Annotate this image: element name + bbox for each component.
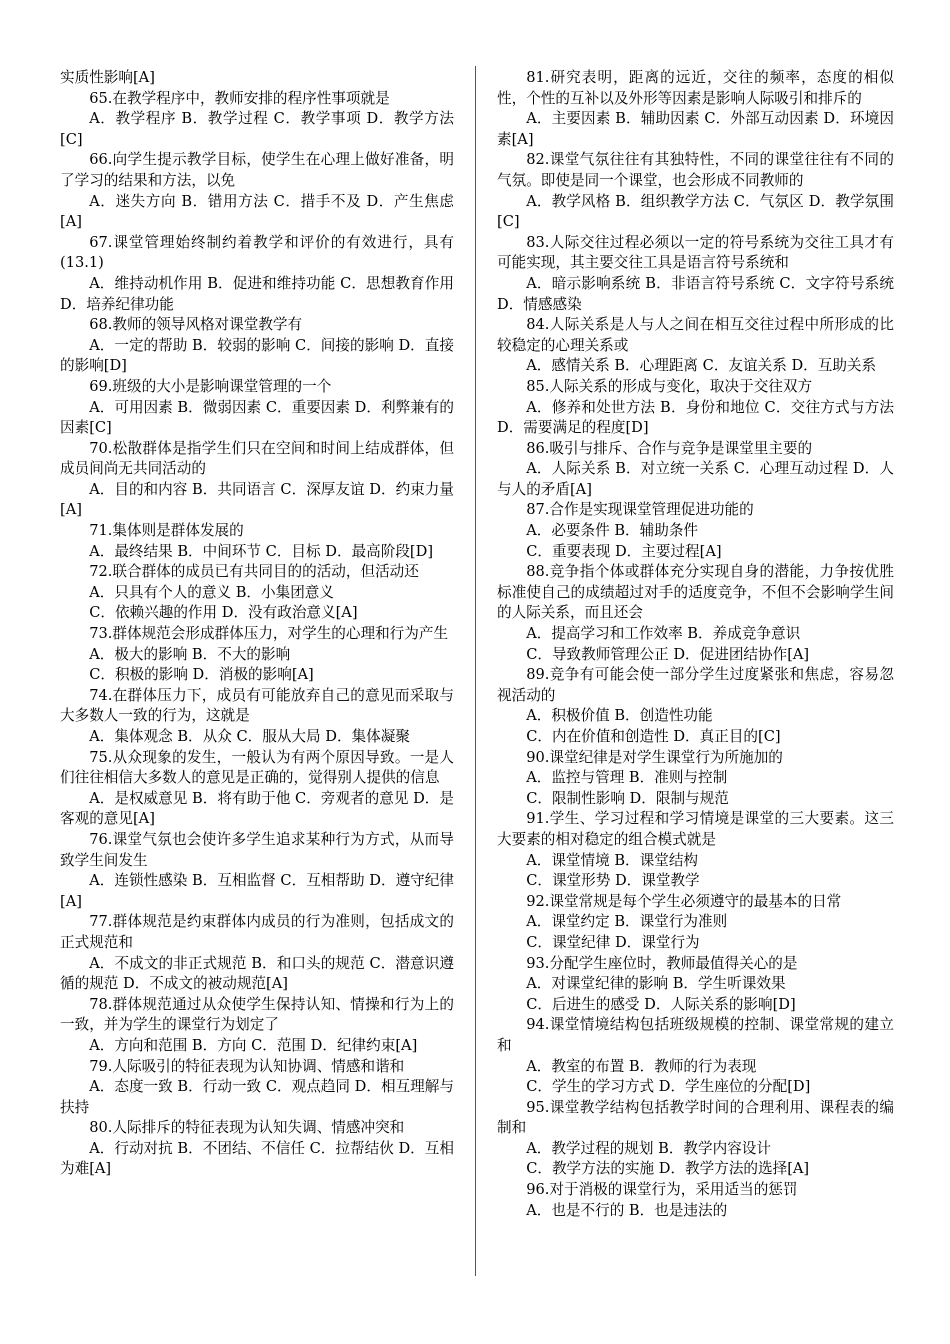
question-paragraph: A．方向和范围 B．方向 C．范围 D．纪律约束[A] (89, 1036, 418, 1054)
question-paragraph: A．维持动机作用 B．促进和维持功能 C．思想教育作用 D．培养纪律功能 (60, 274, 454, 313)
question-paragraph: 88.竞争指个体或群体充分实现自身的潜能，力争按优胜标准使自己的成绩超过对手的适度竞争，不但不会影响学生间的人际关系，而且还会 (497, 563, 894, 622)
question-paragraph: A．人际关系 B．对立统一关系 C．心理互动过程 D．人与人的矛盾[A] (497, 460, 894, 498)
question-paragraph: 实质性影响[A] (60, 69, 155, 86)
question-paragraph: A．连锁性感染 B．互相监督 C．互相帮助 D．遵守纪律[A] (60, 872, 454, 910)
question-paragraph: A．态度一致 B．行动一致 C．观点趋同 D．相互理解与扶持 (60, 1078, 454, 1116)
question-paragraph: C．课堂形势 D．课堂教学 (526, 872, 700, 890)
question-paragraph: A．集体观念 B．从众 C．服从大局 D．集体凝聚 (89, 728, 410, 745)
question-paragraph: C．学生的学习方式 D．学生座位的分配[D] (526, 1078, 811, 1096)
question-paragraph: A．积极价值 B．创造性功能 (526, 707, 713, 725)
question-paragraph: C．限制性影响 D．限制与规范 (526, 789, 729, 807)
left-column (60, 68, 454, 1180)
question-paragraph: A．一定的帮助 B．较弱的影响 C．间接的影响 D．直接的影响[D] (60, 336, 454, 375)
question-paragraph: A．暗示影响系统 B．非语言符号系统 C．文字符号系统 D．情感感染 (497, 274, 894, 313)
question-paragraph: A．行动对抗 B．不团结、不信任 C．拉帮结伙 D．互相为难[A] (60, 1139, 454, 1178)
column-divider (475, 66, 476, 1276)
question-paragraph: 71.集体则是群体发展的 (89, 522, 244, 540)
question-paragraph: C．导致教师管理公正 D．促进团结协作[A] (526, 645, 810, 663)
question-paragraph: 82.课堂气氛往往有其独特性，不同的课堂往往有不同的气氛。即使是同一个课堂，也会形成不同教师的 (497, 151, 894, 189)
question-paragraph: C．教学方法的实施 D．教学方法的选择[A] (526, 1160, 810, 1178)
question-paragraph: 92.课堂常规是每个学生必须遵守的最基本的日常 (526, 892, 842, 910)
question-paragraph: A．教学风格 B．组织教学方法 C．气氛区 D．教学氛围[C] (497, 192, 894, 231)
question-paragraph: 65.在教学程序中，教师安排的程序性事项就是 (89, 89, 390, 107)
question-paragraph: 81.研究表明，距离的远近，交往的频率，态度的相似性，个性的互补以及外形等因素是影响人际吸引和排斥的 (497, 69, 894, 107)
question-paragraph: A．是权威意见 B．将有助于他 C．旁观者的意见 D．是客观的意见[A] (60, 789, 454, 828)
question-paragraph: A．也是不行的 B．也是违法的 (526, 1201, 728, 1219)
question-paragraph: 68.教师的领导风格对课堂教学有 (89, 316, 303, 334)
question-paragraph: 67.课堂管理始终制约着教学和评价的有效进行，具有(13.1) (60, 233, 454, 272)
right-column (497, 68, 894, 1221)
question-paragraph: 96.对于消极的课堂行为，采用适当的惩罚 (526, 1181, 798, 1199)
question-paragraph: 73.群体规范会形成群体压力，对学生的心理和行为产生 (89, 625, 449, 643)
question-paragraph: A．不成文的非正式规范 B．和口头的规范 C．潜意识遵循的规范 D．不成文的被动规范[A] (60, 954, 454, 993)
question-paragraph: 69.班级的大小是影响课堂管理的一个 (89, 377, 332, 395)
question-paragraph: A．课堂约定 B．课堂行为准则 (526, 913, 728, 931)
question-paragraph: A．教室的布置 B．教师的行为表现 (526, 1057, 757, 1075)
question-paragraph: 86.吸引与排斥、合作与竞争是课堂里主要的 (526, 439, 813, 457)
question-paragraph: 87.合作是实现课堂管理促进功能的 (526, 501, 754, 519)
question-paragraph: C．依赖兴趣的作用 D．没有政治意义[A] (89, 604, 358, 622)
question-paragraph: 85.人际关系的形成与变化，取决于交往双方 (526, 377, 813, 395)
question-paragraph: A．主要因素 B．辅助因素 C．外部互动因素 D．环境因素[A] (497, 110, 894, 148)
question-paragraph: A．目的和内容 B．共同语言 C．深厚友谊 D．约束力量[A] (60, 480, 454, 519)
question-paragraph: A．必要条件 B．辅助条件 (526, 522, 699, 540)
question-paragraph: 90.课堂纪律是对学生课堂行为所施加的 (526, 748, 783, 766)
question-paragraph: A．教学程序 B．教学过程 C．教学事项 D．教学方法[C] (60, 110, 454, 148)
question-paragraph: A．监控与管理 B．准则与控制 (526, 769, 728, 787)
question-paragraph: A．感情关系 B．心理距离 C．友谊关系 D．互助关系 (526, 357, 877, 375)
question-paragraph: A．极大的影响 B．不大的影响 (89, 645, 291, 663)
question-paragraph: 74.在群体压力下，成员有可能放弃自己的意见而采取与大多数人一致的行为，这就是 (60, 686, 454, 725)
question-paragraph: 75.从众现象的发生，一般认为有两个原因导致。一是人们往往相信大多数人的意见是正确的，觉得别人提供的信息 (60, 748, 454, 787)
question-paragraph: C．内在价值和创造性 D．真正目的[C] (526, 728, 781, 745)
question-paragraph: A．修养和处世方法 B．身份和地位 C．交往方式与方法 D．需要满足的程度[D] (497, 398, 894, 437)
question-paragraph: 83.人际交往过程必须以一定的符号系统为交往工具才有可能实现，其主要交往工具是语言符号系统和 (497, 233, 894, 272)
question-paragraph: C．重要表现 D．主要过程[A] (526, 542, 722, 560)
question-paragraph: 72.联合群体的成员已有共同目的的活动，但活动还 (89, 563, 419, 581)
question-paragraph: C．课堂纪律 D．课堂行为 (526, 933, 700, 951)
question-paragraph: C．积极的影响 D．消极的影响[A] (89, 666, 314, 684)
question-paragraph: 78.群体规范通过从众使学生保持认知、情操和行为上的一致，并为学生的课堂行为划定了 (60, 995, 454, 1034)
question-paragraph: C．后进生的感受 D．人际关系的影响[D] (526, 995, 796, 1013)
question-paragraph: A．只具有个人的意义 B．小集团意义 (89, 583, 334, 601)
question-paragraph: 91.学生、学习过程和学习情境是课堂的三大要素。这三大要素的相对稳定的组合模式就是 (497, 810, 894, 848)
question-paragraph: 89.竞争有可能会使一部分学生过度紧张和焦虑，容易忽视活动的 (497, 666, 894, 704)
question-paragraph: A．迷失方向 B．错用方法 C．措手不及 D．产生焦虑[A] (60, 192, 454, 231)
question-paragraph: A．提高学习和工作效率 B．养成竞争意识 (526, 625, 801, 643)
question-paragraph: 94.课堂情境结构包括班级规模的控制、课堂常规的建立和 (497, 1016, 894, 1054)
question-paragraph: 76.课堂气氛也会使许多学生追求某种行为方式，从而导致学生间发生 (60, 830, 454, 869)
question-paragraph: 95.课堂教学结构包括教学时间的合理利用、课程表的编制和 (497, 1098, 894, 1137)
question-paragraph: A．教学过程的规划 B．教学内容设计 (526, 1139, 771, 1157)
question-paragraph: 70.松散群体是指学生们只在空间和时间上结成群体，但成员间尚无共同活动的 (60, 439, 454, 478)
question-paragraph: A．课堂情境 B．课堂结构 (526, 851, 699, 869)
question-paragraph: A．最终结果 B．中间环节 C．目标 D．最高阶段[D] (89, 542, 434, 560)
question-paragraph: 77.群体规范是约束群体内成员的行为准则，包括成文的正式规范和 (60, 913, 454, 951)
question-paragraph: 79.人际吸引的特征表现为认知协调、情感和谐和 (89, 1057, 405, 1075)
question-paragraph: 66.向学生提示教学目标，使学生在心理上做好准备，明了学习的结果和方法，以免 (60, 151, 454, 189)
question-paragraph: A．对课堂纪律的影响 B．学生听课效果 (526, 975, 786, 993)
question-paragraph: A．可用因素 B．微弱因素 C．重要因素 D．利弊兼有的因素[C] (60, 398, 454, 437)
question-paragraph: 93.分配学生座位时，教师最值得关心的是 (526, 954, 798, 972)
question-paragraph: 80.人际排斥的特征表现为认知失调、情感冲突和 (89, 1119, 405, 1137)
question-paragraph: 84.人际关系是人与人之间在相互交往过程中所形成的比较稳定的心理关系或 (497, 316, 894, 354)
